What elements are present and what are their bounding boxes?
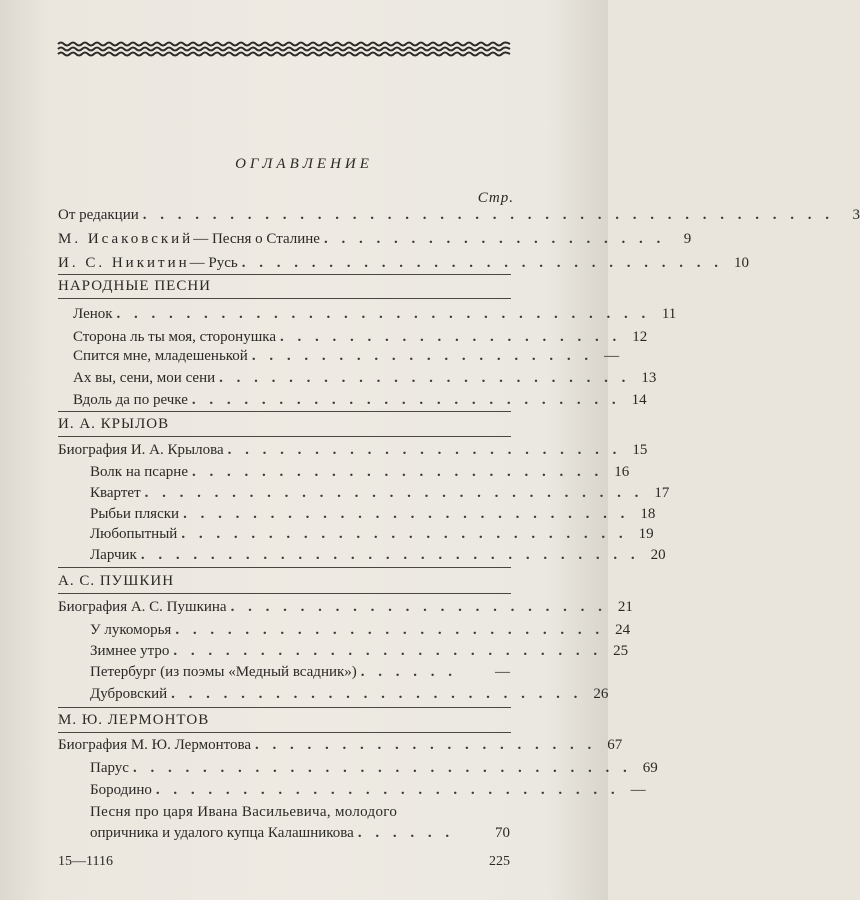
toc-entry[interactable] <box>90 758 658 778</box>
toc-title: ОГЛАВЛЕНИЕ <box>235 156 373 172</box>
entry-page: 19 <box>638 526 654 542</box>
entry-page: 24 <box>615 622 631 638</box>
entry-title: Сторона ль ты моя, сторонушка <box>73 329 276 345</box>
entry-title: Вдоль да по речке <box>73 392 188 408</box>
section-heading-krylov: И. А. КРЫЛОВ <box>58 416 170 432</box>
toc-entry-editorial[interactable] <box>58 205 860 225</box>
section-divider <box>58 274 511 275</box>
leader-dots: . . . . . . . . . . . . . . . . . . . . . . . . . . . . . . . <box>116 306 651 322</box>
entry-title: Ларчик <box>90 547 137 563</box>
leader-dots: . . . . . . . . . . . . . . . . . . . . . . . . . . <box>181 526 628 542</box>
leader-dots: . . . . . . . . . . . . . . . . . . . . . . . . . <box>175 622 605 638</box>
entry-page: 9 <box>683 231 692 247</box>
entry-page: 13 <box>641 370 657 386</box>
entry-title: Петербург (из поэмы «Медный всадник») <box>90 664 357 680</box>
entry-title: Волк на псарне <box>90 464 188 480</box>
entry-page: 16 <box>614 464 630 480</box>
section-divider <box>58 707 511 708</box>
entry-title: Ленок <box>73 306 113 322</box>
entry-title: Любопытный <box>90 526 178 542</box>
entry-title: Квартет <box>90 485 141 501</box>
entry-page: 26 <box>593 686 609 702</box>
toc-entry[interactable] <box>73 390 647 410</box>
entry-page: 10 <box>733 255 749 271</box>
entry-title: Спится мне, младешенькой <box>73 348 248 364</box>
toc-entry[interactable] <box>73 368 657 388</box>
section-heading-pushkin: А. С. ПУШКИН <box>58 573 175 589</box>
toc-entry-bio[interactable] <box>58 735 623 755</box>
toc-entry[interactable] <box>90 620 631 640</box>
toc-entry[interactable] <box>90 545 666 565</box>
entry-page: 3 <box>852 207 860 223</box>
entry-page: 11 <box>661 306 677 322</box>
toc-entry[interactable] <box>90 462 630 482</box>
toc-entry[interactable] <box>90 780 646 800</box>
toc-entry[interactable] <box>90 641 629 661</box>
entry-page: — <box>495 664 510 680</box>
toc-entry[interactable] <box>90 483 670 503</box>
leader-dots: . . . . . . . . . . . . . . . . . . . . . . . <box>227 442 622 458</box>
leader-dots: . . . . . . . . . . . . . . . . . . . . . . . . <box>191 464 604 480</box>
toc-entry-isakovsky[interactable] <box>58 229 692 249</box>
entry-title: Биография М. Ю. Лермонтова <box>58 737 252 753</box>
leader-dots: . . . . . . . . . . . . . . . . . . . . <box>255 737 597 753</box>
toc-entry[interactable] <box>90 662 510 682</box>
toc-entry-long-line2[interactable] <box>90 823 510 843</box>
entry-page: 15 <box>632 442 648 458</box>
entry-title: У лукоморья <box>90 622 172 638</box>
toc-entry[interactable] <box>73 346 620 366</box>
entry-title: — Песня о Сталине <box>193 231 320 247</box>
entry-title: — Русь <box>189 255 238 271</box>
leader-dots: . . . . . . . . . . . . . . . . . . . . . . . . . . . . . <box>140 547 640 563</box>
leader-dots: . . . . . . <box>360 664 458 680</box>
entry-page: 20 <box>650 547 666 563</box>
entry-title: Зимнее утро <box>90 643 170 659</box>
toc-entry-bio[interactable] <box>58 440 648 460</box>
entry-page: 25 <box>613 643 629 659</box>
leader-dots: . . . . . . . . . . . . . . . . . . . . . . . . . <box>173 643 603 659</box>
entry-page: — <box>630 782 646 798</box>
section-divider <box>58 298 511 299</box>
leader-dots: . . . . . . . . . . . . . . . . . . . . . . . . . . . . . . . . . . . . . . . . <box>142 207 835 223</box>
entry-title: Биография А. С. Пушкина <box>58 599 227 615</box>
leader-dots: . . . . . . . . . . . . . . . . . . . . . . . . . . . . . <box>144 485 644 501</box>
section-heading-lermontov: М. Ю. ЛЕРМОНТОВ <box>58 712 210 728</box>
leader-dots: . . . . . . <box>357 825 455 841</box>
leader-dots: . . . . . . . . . . . . . . . . . . . . <box>323 231 666 247</box>
entry-title: Ах вы, сени, мои сени <box>73 370 216 386</box>
entry-page: 70 <box>495 825 510 841</box>
section-heading-folk: НАРОДНЫЕ ПЕСНИ <box>58 278 211 294</box>
section-divider <box>58 411 511 412</box>
entry-title: Бородино <box>90 782 152 798</box>
section-divider <box>58 732 511 733</box>
toc-entry[interactable] <box>73 304 677 324</box>
leader-dots: . . . . . . . . . . . . . . . . . . . . . . . . . <box>191 392 621 408</box>
toc-entry-long-line1[interactable]: Песня про царя Ивана Васильевича, молодого <box>90 804 398 820</box>
entry-page: 12 <box>632 329 648 345</box>
leader-dots: . . . . . . . . . . . . . . . . . . . . . . . . . . . . <box>241 255 723 271</box>
section-divider <box>58 593 511 594</box>
entry-title: Биография И. А. Крылова <box>58 442 224 458</box>
toc-entry[interactable] <box>90 684 609 704</box>
leader-dots: . . . . . . . . . . . . . . . . . . . . <box>251 348 594 364</box>
page-column-label: Стр. <box>477 190 514 206</box>
leader-dots: . . . . . . . . . . . . . . . . . . . . . . . . . . . . . <box>132 760 632 776</box>
entry-title: От редакции <box>58 207 139 223</box>
leader-dots: . . . . . . . . . . . . . . . . . . . . . . <box>230 599 607 615</box>
leader-dots: . . . . . . . . . . . . . . . . . . . . . . . . <box>219 370 631 386</box>
toc-entry[interactable] <box>90 504 656 524</box>
entry-page: — <box>604 348 620 364</box>
signature-mark: 15—1116 <box>58 854 113 869</box>
entry-page: 18 <box>640 506 656 522</box>
toc-entry[interactable] <box>73 327 648 347</box>
entry-page: 67 <box>607 737 623 753</box>
entry-title: Рыбьи пляски <box>90 506 180 522</box>
entry-page: 69 <box>642 760 658 776</box>
leader-dots: . . . . . . . . . . . . . . . . . . . . . . . . . . <box>183 506 630 522</box>
entry-page: 14 <box>631 392 647 408</box>
toc-entry[interactable] <box>90 524 654 544</box>
section-divider <box>58 436 511 437</box>
wave-ornament <box>58 40 510 58</box>
section-divider <box>58 567 511 568</box>
entry-title: Парус <box>90 760 129 776</box>
toc-entry-bio[interactable] <box>58 597 633 617</box>
entry-title: опричника и удалого купца Калашникова <box>90 825 354 841</box>
entry-page: 17 <box>654 485 670 501</box>
entry-author: И. С. Никитин <box>58 255 190 271</box>
page-number: 225 <box>489 854 510 869</box>
leader-dots: . . . . . . . . . . . . . . . . . . . . <box>279 329 622 345</box>
leader-dots: . . . . . . . . . . . . . . . . . . . . . . . . . . . <box>155 782 620 798</box>
entry-page: 21 <box>617 599 633 615</box>
leader-dots: . . . . . . . . . . . . . . . . . . . . . . . . <box>171 686 583 702</box>
toc-entry-nikitin[interactable] <box>58 253 749 273</box>
entry-author: М. Исаковский <box>58 231 194 247</box>
entry-title: Дубровский <box>90 686 168 702</box>
